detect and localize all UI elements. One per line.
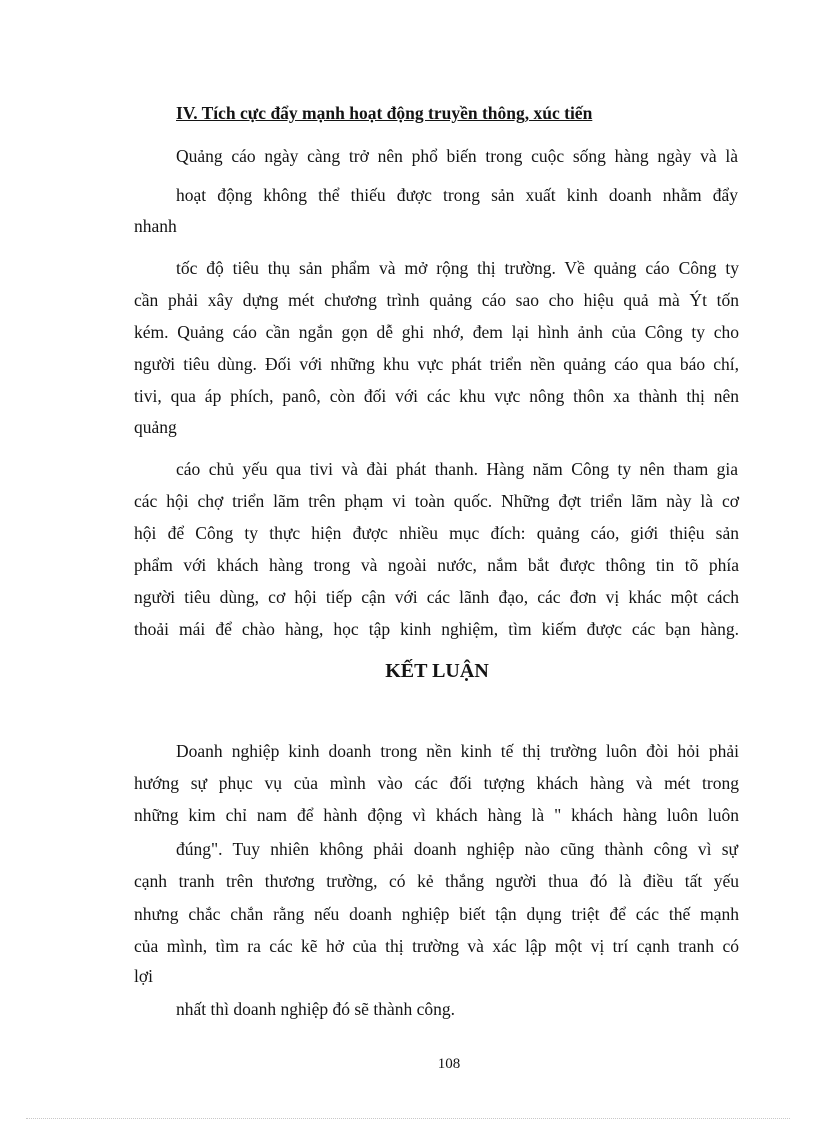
paragraph-line: tivi, qua áp phích, panô, còn đối với các khu vực nông thôn xa thành thị nên (134, 386, 739, 406)
paragraph-line: hội để Công ty thực hiện được nhiều mục đích: quảng cáo, giới thiệu sản (134, 523, 739, 543)
paragraph-line: hướng sự phục vụ của mình vào các đối tượng khách hàng và mét trong (134, 773, 739, 793)
paragraph-line: Doanh nghiệp kinh doanh trong nền kinh tế thị trường luôn đòi hỏi phải (176, 741, 739, 761)
paragraph-line: những kim chỉ nam để hành động vì khách hàng là " khách hàng luôn luôn (134, 805, 739, 825)
page-bottom-divider (26, 1118, 790, 1119)
paragraph-line: quảng (134, 417, 177, 437)
paragraph-line: nhưng chắc chắn rằng nếu doanh nghiệp biết tận dụng triệt để các thế mạnh (134, 904, 739, 924)
paragraph-line: thoải mái để chào hàng, học tập kinh nghiệm, tìm kiếm được các bạn hàng. (134, 619, 739, 639)
conclusion-title: KẾT LUẬN (385, 660, 489, 682)
paragraph-line: Quảng cáo ngày càng trở nên phổ biến trong cuộc sống hàng ngày và là (176, 146, 738, 166)
paragraph-line: người tiêu dùng. Đối với những khu vực phát triển nền quảng cáo qua báo chí, (134, 354, 739, 374)
paragraph-line: kém. Quảng cáo cần ngắn gọn dễ ghi nhớ, đem lại hình ảnh của Công ty cho (134, 322, 739, 342)
paragraph-line: cần phải xây dựng mét chương trình quảng cáo sao cho hiệu quả mà Ýt tốn (134, 290, 739, 310)
paragraph-line: cạnh tranh trên thương trường, có kẻ thắng người thua đó là điều tất yếu (134, 871, 739, 891)
paragraph-line: lợi (134, 966, 153, 986)
paragraph-line: người tiêu dùng, cơ hội tiếp cận với các lãnh đạo, các đơn vị khác một cách (134, 587, 739, 607)
paragraph-line: các hội chợ triển lãm trên phạm vi toàn quốc. Những đợt triển lãm này là cơ (134, 491, 739, 511)
paragraph-line: đúng". Tuy nhiên không phải doanh nghiệp nào cũng thành công vì sự (176, 839, 738, 859)
page-number: 108 (437, 1056, 461, 1072)
paragraph-line: hoạt động không thể thiếu được trong sản xuất kinh doanh nhằm đẩy (176, 185, 738, 205)
paragraph-line: cáo chủ yếu qua tivi và đài phát thanh. Hàng năm Công ty nên tham gia (176, 459, 738, 479)
paragraph-line: nhanh (134, 216, 177, 236)
paragraph-line: phẩm với khách hàng trong và ngoài nước, nắm bắt được thông tin tõ phía (134, 555, 739, 575)
paragraph-line: tốc độ tiêu thụ sản phẩm và mở rộng thị trường. Về quảng cáo Công ty (176, 258, 739, 278)
section-heading: IV. Tích cực đẩy mạnh hoạt động truyền thông, xúc tiến (176, 103, 593, 123)
paragraph-line: nhất thì doanh nghiệp đó sẽ thành công. (176, 999, 455, 1019)
paragraph-line: của mình, tìm ra các kẽ hở của thị trường và xác lập một vị trí cạnh tranh có (134, 936, 739, 956)
